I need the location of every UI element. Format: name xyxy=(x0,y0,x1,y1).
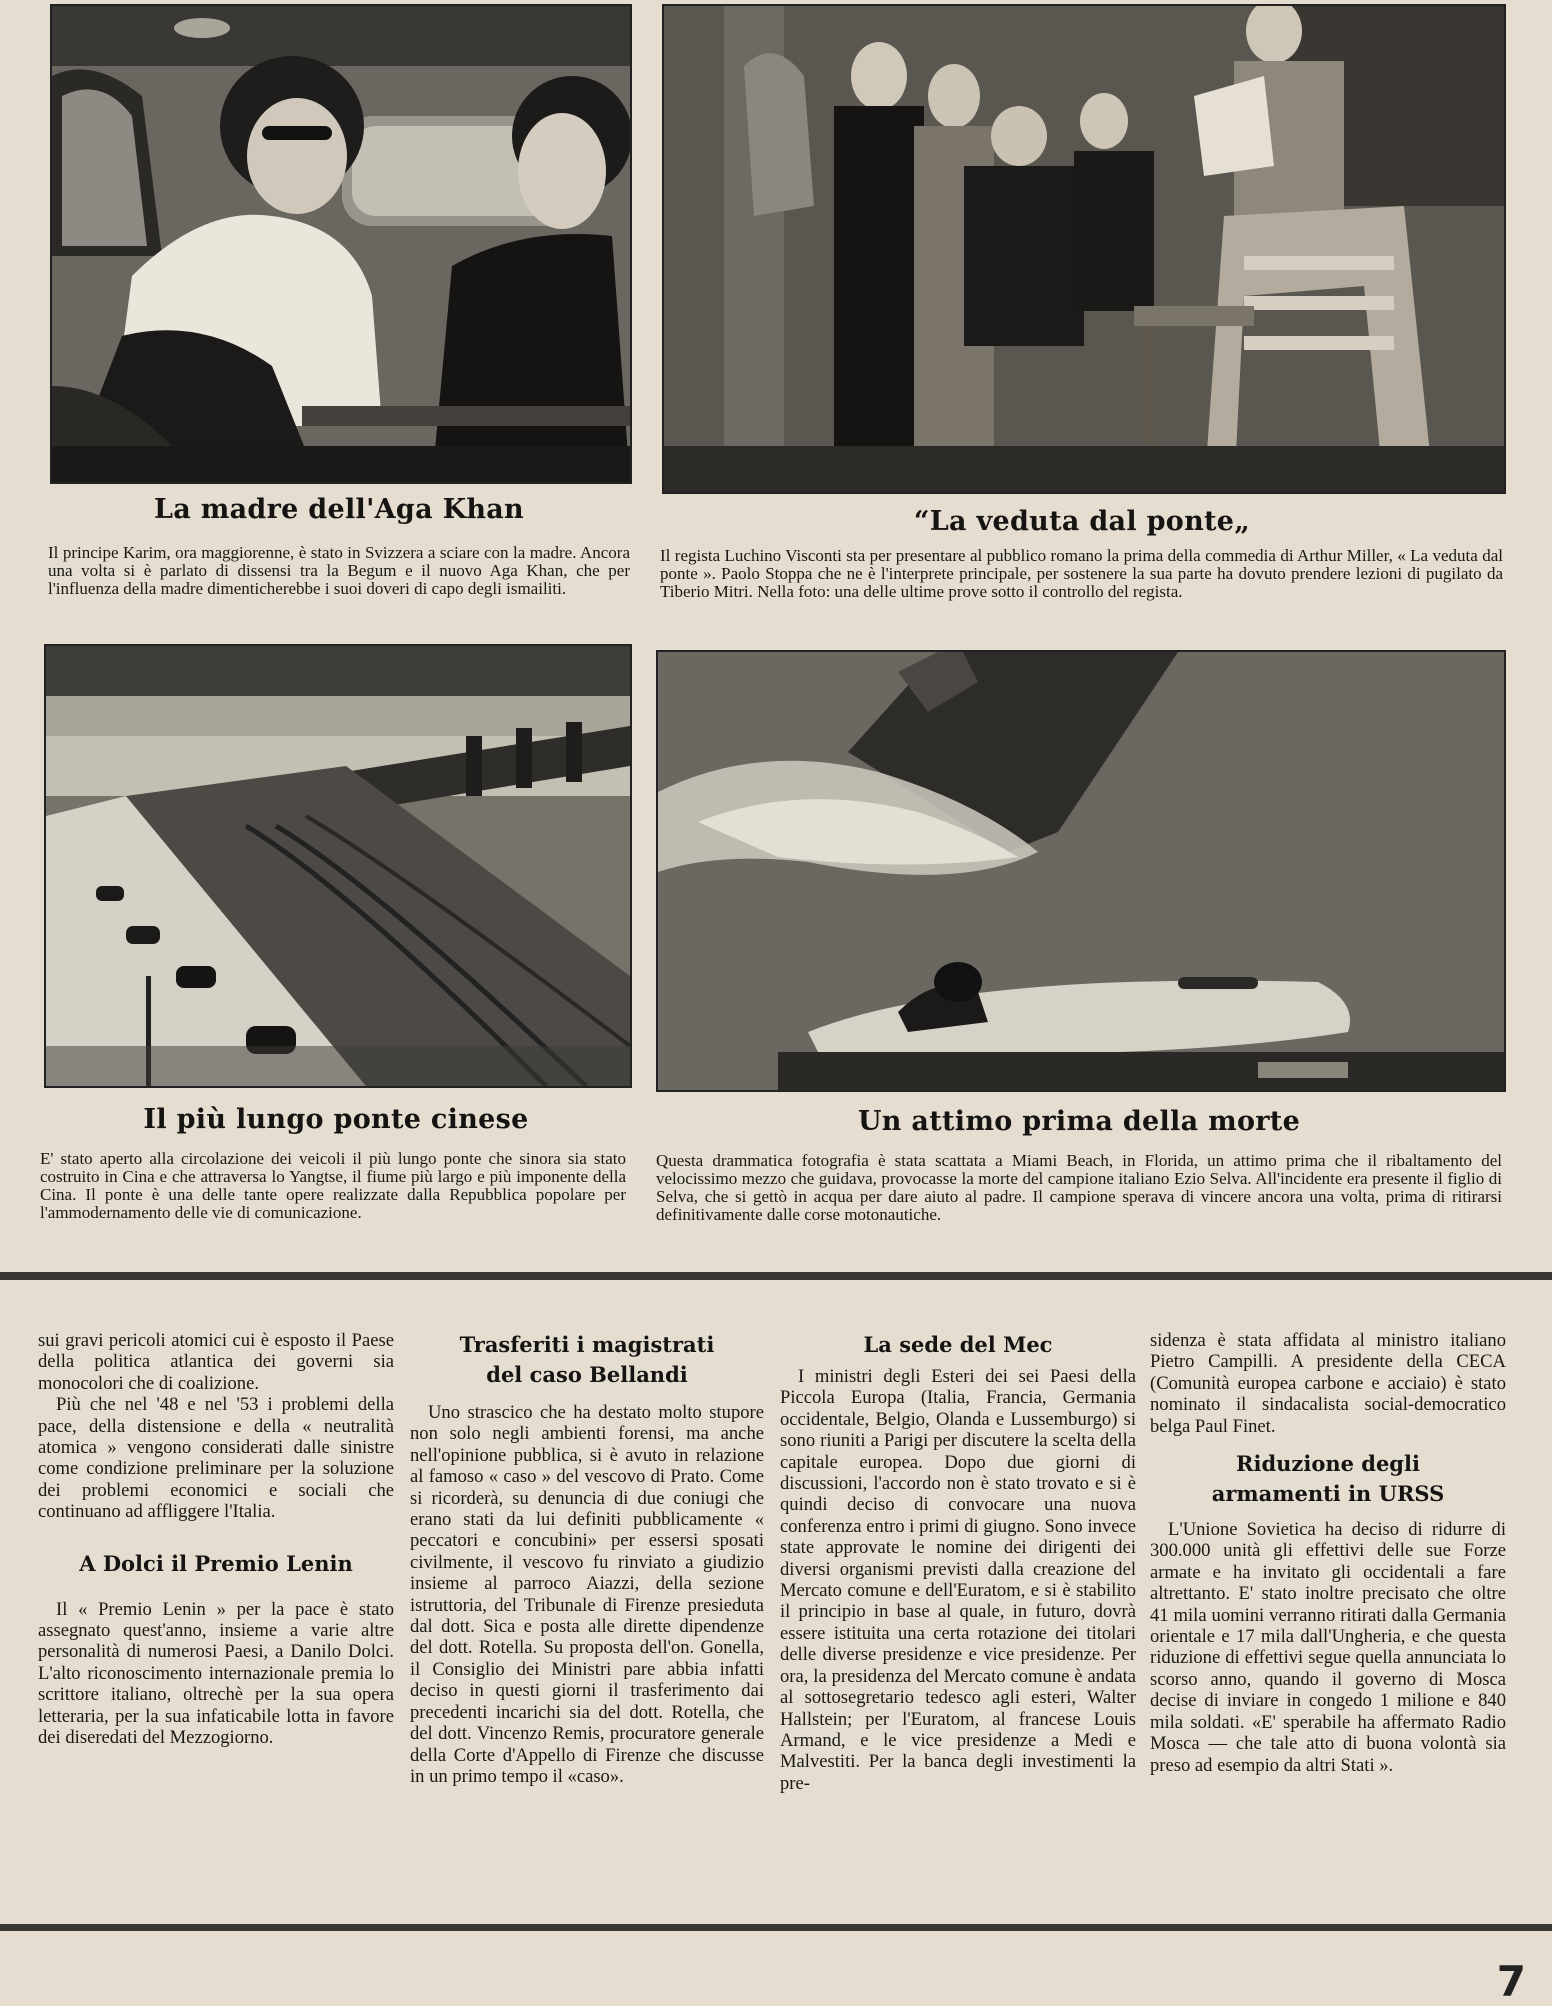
heading-magistrati-bellandi: Trasferiti i magistrati del caso Bellandi xyxy=(459,1332,715,1387)
photo-rehearsal-stage xyxy=(662,4,1506,494)
photo-yangtse-bridge xyxy=(44,644,632,1088)
article-column-4 xyxy=(1150,1330,1506,1776)
col4-paragraph-1: sidenza è stata affidata al ministro italiano Pietro Campilli. A presidente della CECA (Comunità europea carbone e acciaio) è stato nominato il sindacalista social-democratico belga Paul Finet. xyxy=(1150,1330,1506,1437)
photo2-caption: Il regista Luchino Visconti sta per presentare al pubblico romano la prima della commedia di Arthur Miller, « La veduta dal ponte ». Paolo Stoppa che ne è l'interprete principale, per sostenere la sua parte ha dovuto prendere lezioni di pugilato da Tiberio Mitri. Nella foto: una delle ultime prove sotto il controllo del regista. xyxy=(660,546,1503,601)
article-column-1 xyxy=(38,1330,394,1749)
photo-aga-khan-car xyxy=(50,4,632,484)
article-column-2 xyxy=(410,1330,764,1787)
photo3-caption: E' stato aperto alla circolazione dei veicoli il più lungo ponte che sinora sia stato costruito in Cina e che attraversa lo Yangtse, il fiume più largo e più imponente della Cina. Il ponte è una delle tante opere realizzate dalla Repubblica popolare per l'ammodernamento delle vie di comunicazione. xyxy=(40,1149,626,1222)
col1-paragraph-2: Più che nel '48 e nel '53 i problemi della pace, della distensione e della « neutralità atomica » vengono considerati dalle sinistre come condizione preliminare per la soluzione dei problemi economici e sociali che continuano ad affliggere l'Italia. xyxy=(38,1394,394,1523)
col3-paragraph-1: I ministri degli Esteri dei sei Paesi della Piccola Europa (Italia, Francia, Germania occidentale, Belgio, Olanda e Lussemburgo) si sono riuniti a Parigi per discutere la scelta della capitale europea. Dopo due giorni di discussioni, l'accordo non è stato trovato e si è quindi deciso di convocare una nuova conferenza entro i primi di giugno. Sono invece state approvate le nomine dei dirigenti dei diversi organismi previsti dalla creazione del Mercato comune e dell'Euratom, e si è stabilito il principio in base al quale, in futuro, dovrà essere istituita una certa rotazione dei titolari delle diverse presidenze e vice presidenze. Per ora, la presidenza del Mercato comune è andata al sottosegretario tedesco agli esteri, Walter Hallstein; per l'Euratom, al francese Louis Armand, e le vice presidenze a Medi e Malvestiti. Per la banca degli investimenti la pre- xyxy=(780,1366,1136,1794)
heading-premio-lenin: A Dolci il Premio Lenin xyxy=(79,1550,353,1576)
photo3-title: Il più lungo ponte cinese xyxy=(143,1104,529,1135)
col2-paragraph-1: Uno strascico che ha destato molto stupore non solo negli ambienti forensi, ma anche nell'opinione pubblica, si è avuto in relazione al famoso « caso » del vescovo di Prato. Come si ricorderà, su denuncia di due coniugi che erano stati da lui definiti pubblicamente « peccatori e concubini» per essersi sposati civilmente, il vescovo fu rinviato a giudizio insieme al parroco Aiazzi, della sezione istruttoria, del Tribunale di Firenze presieduta dal dott. Sica e posta alle dirette dipendenze del dott. Rotella. Su proposta dell'on. Gonella, il Consiglio dei Ministri pare abbia infatti deciso in questi giorni il trasferimento dai precedenti incarichi sia del dott. Rotella, che del dott. Vincenzo Remis, procuratore generale della Corte d'Appello di Firenze che discusse in un primo tempo il «caso». xyxy=(410,1402,764,1787)
page-number: 7 xyxy=(1496,1957,1526,2006)
bottom-rule xyxy=(0,1924,1552,1931)
heading-riduzione-armamenti: Riduzione degli armamenti in URSS xyxy=(1211,1451,1445,1507)
col1-paragraph-3: Il « Premio Lenin » per la pace è stato assegnato quest'anno, insieme a varie altre personalità di numerosi Paesi, a Danilo Dolci. L'alto riconoscimento internazionale premia lo scrittore italiano, oltrechè per la sua opera letteraria, per la sua infaticabile lotta in favore dei diseredati del Mezzogiorno. xyxy=(38,1598,394,1749)
article-column-3 xyxy=(780,1330,1136,1794)
photo-boat-crash xyxy=(656,650,1506,1092)
photo4-title: Un attimo prima della morte xyxy=(857,1106,1301,1137)
photo1-caption: Il principe Karim, ora maggiorenne, è stato in Svizzera a sciare con la madre. Ancora una volta si è parlato di dissensi tra la Begum e il nuovo Aga Khan, che per l'influenza della madre dimenticherebbe i suoi doveri di capo degli ismailiti. xyxy=(48,543,630,598)
col4-paragraph-2: L'Unione Sovietica ha deciso di ridurre di 300.000 unità gli effettivi delle sue Forze armate e ha invitato gli occidentali a fare altrettanto. E' stato inoltre precisato che oltre 41 mila uomini verranno ritirati dalla Germania orientale e 17 mila dall'Ungheria, e che questa riduzione di effettivi segue quella annunciata lo scorso anno, quando il governo di Mosca decise di inviare in congedo 1 milione e 840 mila soldati. «E' sperabile ha affermato Radio Mosca — che tale atto di buona volontà sia preso ad esempio da altri Stati ». xyxy=(1150,1519,1506,1776)
heading-sede-mec: La sede del Mec xyxy=(863,1332,1053,1357)
col1-paragraph-1: sui gravi pericoli atomici cui è esposto il Paese della politica atlantica dei governi sia monocolori che di coalizione. xyxy=(38,1330,394,1394)
section-divider xyxy=(0,1272,1552,1280)
photo4-caption: Questa drammatica fotografia è stata scattata a Miami Beach, in Florida, un attimo prima che il ribaltamento del velocissimo mezzo che guidava, provocasse la morte del campione italiano Ezio Selva. All'incidente era presente il figlio di Selva, che si gettò in acqua per dare aiuto al padre. Il campione sperava di vincere ancora una volta, prima di ritirarsi definitivamente dalle corse motonautiche. xyxy=(656,1151,1502,1224)
photo1-title: La madre dell'Aga Khan xyxy=(153,494,524,525)
photo2-title: “La veduta dal ponte„ xyxy=(913,506,1251,537)
